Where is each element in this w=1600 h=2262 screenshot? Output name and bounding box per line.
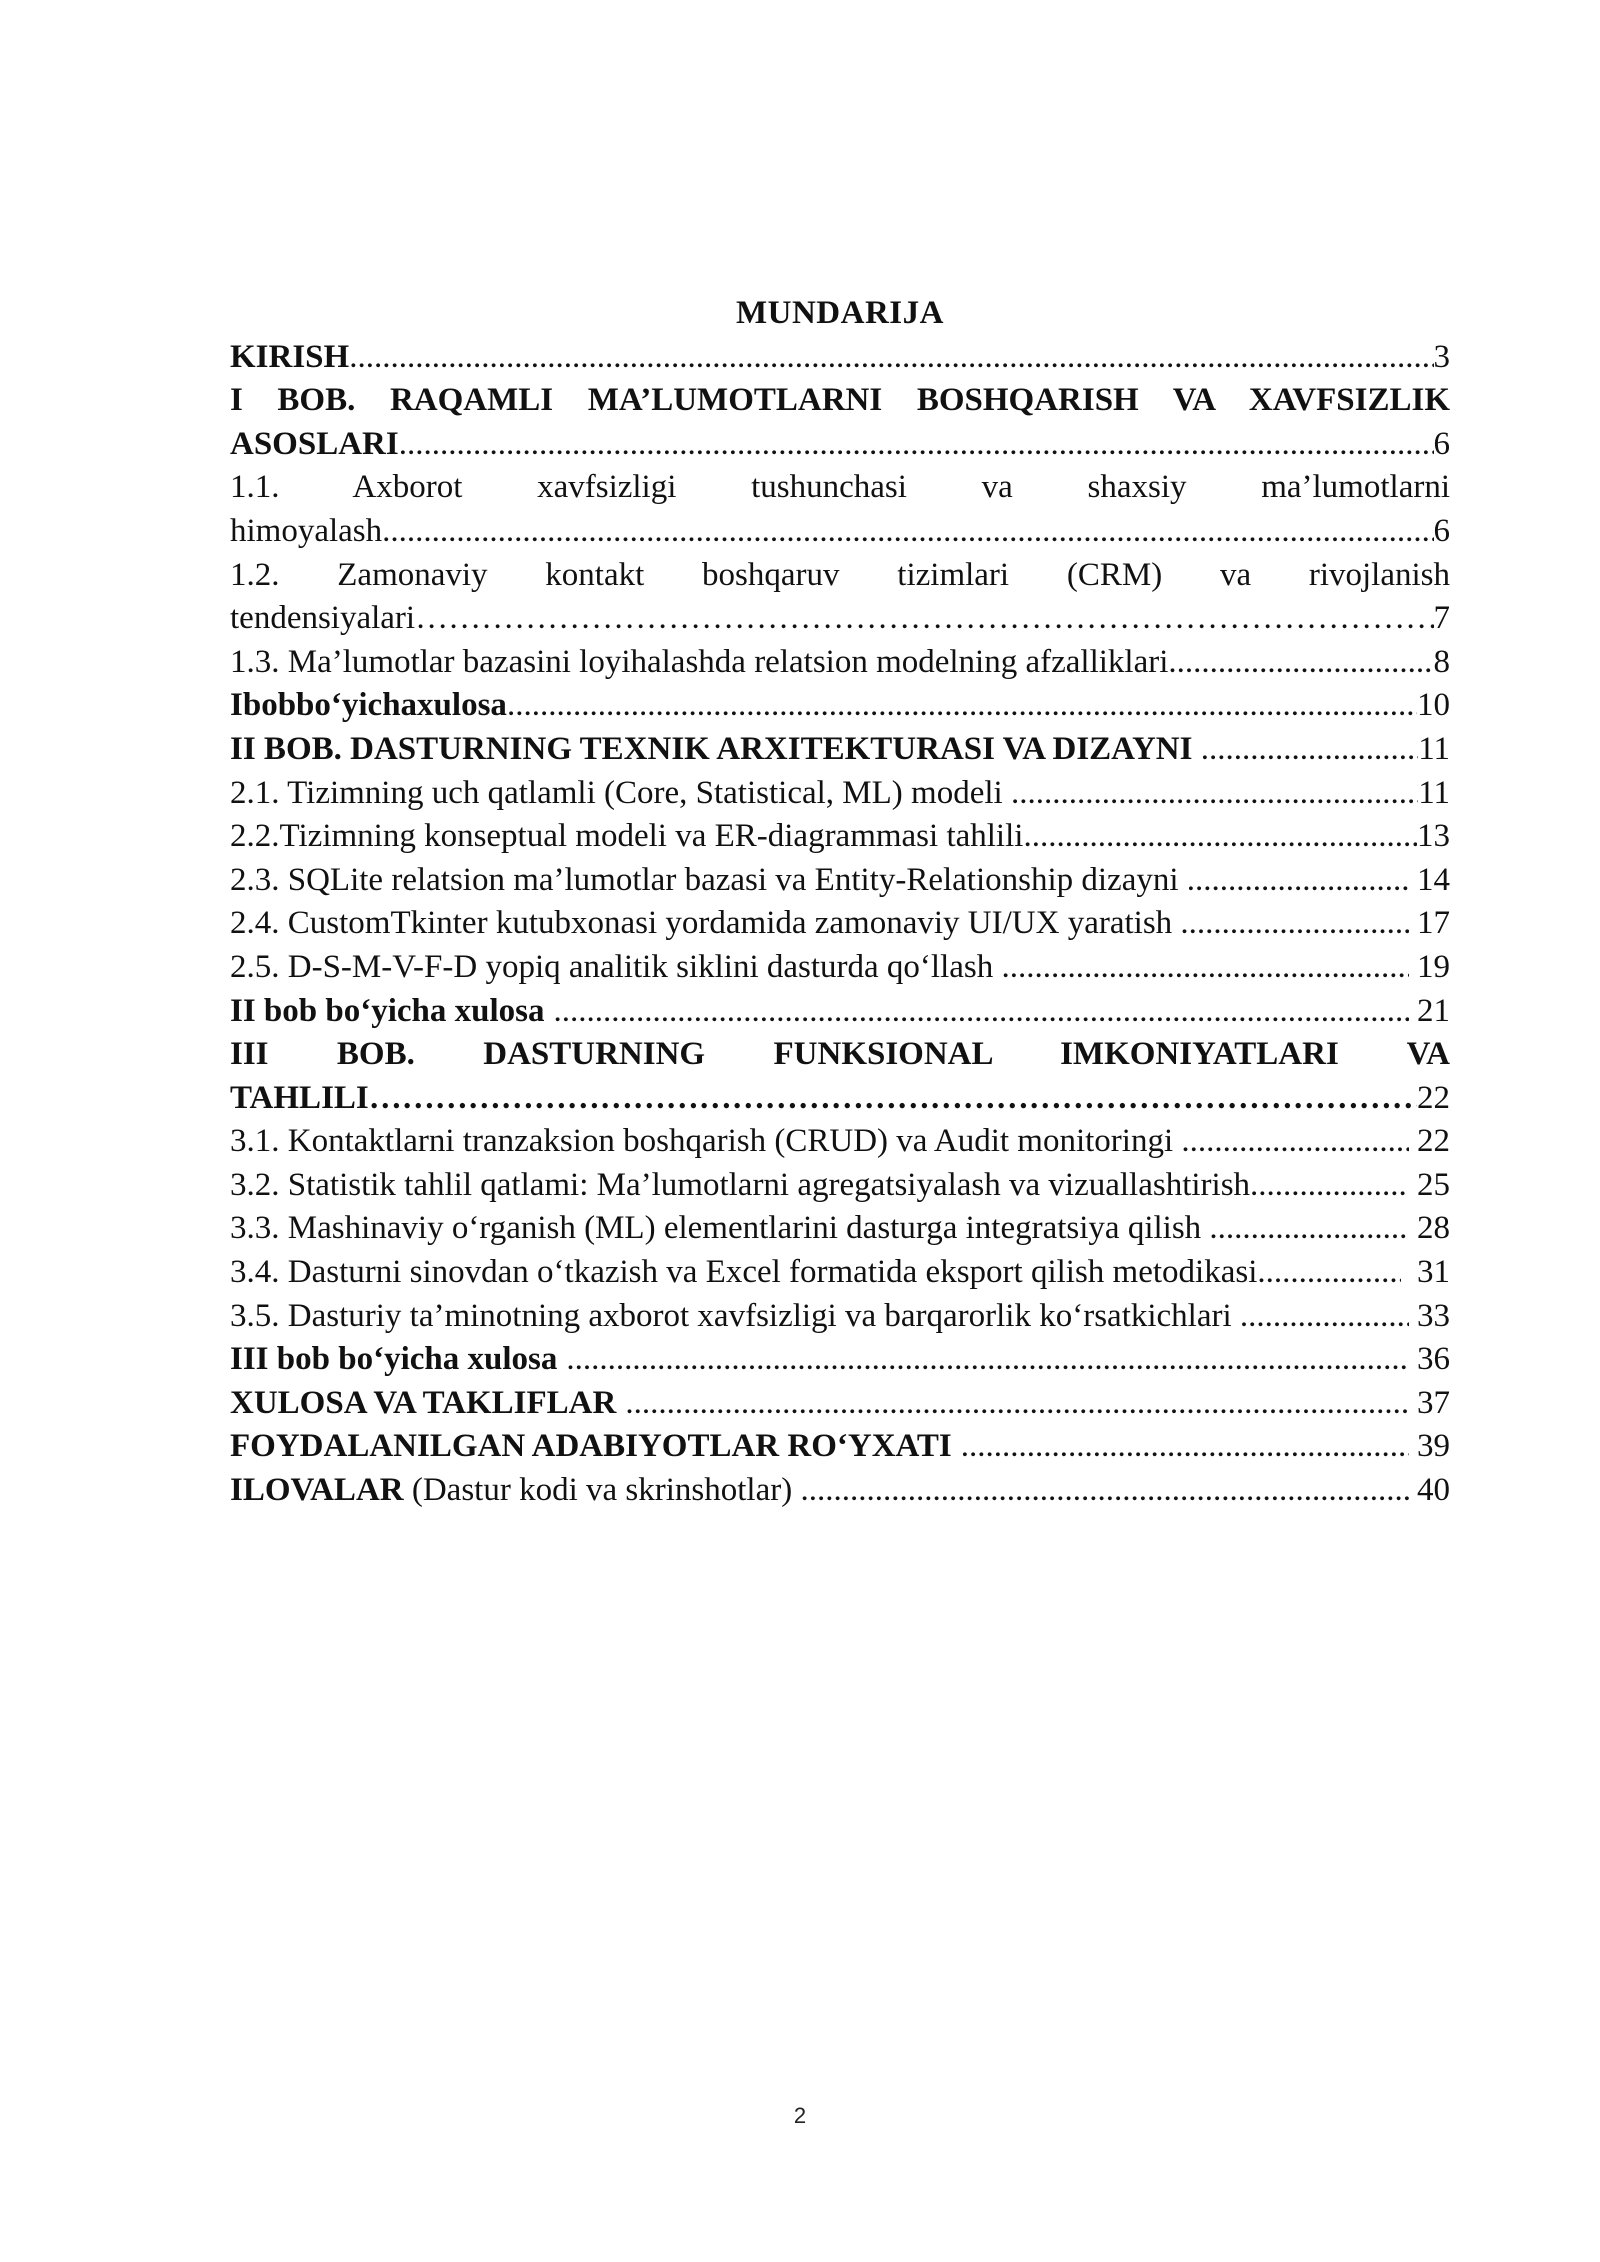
toc-leader-dots xyxy=(1001,946,1408,990)
toc-page-number: 17 xyxy=(1408,905,1450,942)
toc-page-number: 13 xyxy=(1417,818,1450,855)
toc-entry-label: ASOSLARI xyxy=(230,425,399,462)
toc-title: MUNDARIJA xyxy=(736,295,944,331)
toc-leader-dots xyxy=(1187,859,1409,903)
toc-entry-label: 3.3. Mashinaviy o‘rganish (ML) elementlarini dasturga integratsiya qilish xyxy=(230,1210,1210,1247)
toc-entry-1-2-line1[interactable]: 1.2. Zamonaviy kontakt boshqaruv tizimlari (CRM) va rivojlanish xyxy=(230,556,1450,593)
toc-page-number: 39 xyxy=(1408,1428,1450,1465)
toc-entry-label: 3.4. Dasturni sinovdan o‘tkazish va Excel formatida eksport qilish metodikasi xyxy=(230,1254,1258,1291)
toc-page-number: 3 xyxy=(1433,338,1450,375)
toc-leader-dots xyxy=(1011,772,1418,816)
toc-page-number: 11 xyxy=(1418,774,1450,811)
toc-entry-label: 2.2.Tizimning konseptual modeli va ER-diagrammasi tahlili xyxy=(230,818,1024,855)
toc-leader-dots xyxy=(1257,1251,1400,1295)
toc-page-number: 37 xyxy=(1408,1384,1450,1421)
toc-entry-label: 2.4. CustomTkinter kutubxonasi yordamida zamonaviy UI/UX yaratish xyxy=(230,905,1181,942)
toc-leader-dots xyxy=(415,597,1433,641)
toc-entry-3-1[interactable] xyxy=(230,1120,1450,1164)
toc-leader-dots xyxy=(1023,815,1417,859)
toc-entry-xulosa-2[interactable] xyxy=(230,990,1450,1034)
toc-leader-dots xyxy=(1201,728,1418,772)
toc-entry-1-2-line2[interactable] xyxy=(230,597,1450,641)
toc-entry-label: himoyalash xyxy=(230,512,383,549)
toc-leader-dots xyxy=(1250,1164,1409,1208)
toc-page-number: 19 xyxy=(1408,948,1450,985)
toc-entry-2-5[interactable] xyxy=(230,946,1450,990)
toc-entry-2-2[interactable] xyxy=(230,815,1450,859)
toc-entry-label: 2.1. Tizimning uch qatlamli (Core, Statistical, ML) modeli xyxy=(230,774,1011,811)
toc-entry-bob1-line2[interactable] xyxy=(230,423,1450,467)
toc-leader-dots xyxy=(1181,1120,1408,1164)
toc-entry-xulosa-1[interactable] xyxy=(230,684,1450,728)
toc-page-number: 36 xyxy=(1408,1341,1450,1378)
toc-entry-kirish[interactable] xyxy=(230,336,1450,380)
toc-entry-label: 3.5. Dasturiy ta’minotning axborot xavfsizligi va barqarorlik ko‘rsatkichlari xyxy=(230,1297,1240,1334)
toc-leader-dots xyxy=(1240,1295,1409,1339)
toc-leader-dots xyxy=(369,1077,1417,1121)
toc-entry-adabiyotlar[interactable] xyxy=(230,1425,1450,1469)
toc-leader-dots xyxy=(952,1425,1409,1469)
toc-entry-label: XULOSA VA TAKLIFLAR xyxy=(230,1384,617,1421)
toc-leader-dots xyxy=(557,1338,1408,1382)
toc-entry-xulosa-va-takliflar[interactable] xyxy=(230,1382,1450,1426)
table-of-contents xyxy=(230,292,1450,1513)
toc-entry-label: KIRISH xyxy=(230,338,350,375)
toc-page-number: 25 xyxy=(1408,1166,1450,1203)
toc-entry-label: TAHLILI xyxy=(230,1079,369,1116)
toc-entry-label: 3.2. Statistik tahlil qatlami: Ma’lumotlarni agregatsiyalash va vizuallashtirish xyxy=(230,1166,1251,1203)
toc-entry-3-4[interactable] xyxy=(230,1251,1450,1295)
toc-page-number: 14 xyxy=(1408,861,1450,898)
toc-entry-label: 3.1. Kontaktlarni tranzaksion boshqarish (CRUD) va Audit monitoringi xyxy=(230,1123,1182,1160)
toc-page-number: 40 xyxy=(1408,1472,1450,1509)
toc-entry-bob3-line2[interactable] xyxy=(230,1077,1450,1121)
toc-entry-xulosa-3[interactable] xyxy=(230,1338,1450,1382)
toc-entry-bob3-line1[interactable]: III BOB. DASTURNING FUNKSIONAL IMKONIYATLARI VA xyxy=(230,1036,1450,1073)
toc-leader-dots xyxy=(399,423,1434,467)
toc-leader-dots xyxy=(1209,1207,1408,1251)
toc-page-number: 33 xyxy=(1408,1297,1450,1334)
toc-leader-dots xyxy=(382,510,1433,554)
toc-page-number: 22 xyxy=(1408,1123,1450,1160)
toc-entry-bob2[interactable] xyxy=(230,728,1450,772)
toc-page-number: 22 xyxy=(1417,1079,1450,1116)
toc-page-number: 8 xyxy=(1433,643,1450,680)
toc-page-number: 6 xyxy=(1433,512,1450,549)
toc-entry-label: II bob bo‘yicha xulosa xyxy=(230,992,545,1029)
toc-entry-label: 2.5. D-S-M-V-F-D yopiq analitik siklini dasturda qo‘llash xyxy=(230,948,1002,985)
toc-page-number: 10 xyxy=(1417,687,1450,724)
toc-entry-label: FOYDALANILGAN ADABIYOTLAR RO‘YXATI xyxy=(230,1428,952,1465)
toc-leader-dots xyxy=(1168,641,1433,685)
toc-leader-dots xyxy=(1180,902,1408,946)
toc-leader-dots xyxy=(349,336,1433,380)
toc-leader-dots xyxy=(800,1469,1408,1513)
toc-entry-label: III bob bo‘yicha xulosa xyxy=(230,1341,558,1378)
toc-entry-1-1-line2[interactable] xyxy=(230,510,1450,554)
toc-entry-note: (Dastur kodi va skrinshotlar) xyxy=(403,1472,801,1509)
toc-entry-label: 2.3. SQLite relatsion ma’lumotlar bazasi va Entity-Relationship dizayni xyxy=(230,861,1187,898)
toc-entry-3-5[interactable] xyxy=(230,1295,1450,1339)
toc-page-number: 31 xyxy=(1400,1254,1450,1291)
toc-page-number: 7 xyxy=(1433,600,1450,637)
toc-entry-label: II BOB. DASTURNING TEXNIK ARXITEKTURASI VA DIZAYNI xyxy=(230,730,1201,767)
toc-entry-label: ILOVALAR xyxy=(230,1472,404,1509)
toc-entry-2-3[interactable] xyxy=(230,859,1450,903)
toc-page-number: 21 xyxy=(1408,992,1450,1029)
toc-entry-label: Ibobbo‘yichaxulosa xyxy=(230,687,507,724)
toc-page-number: 28 xyxy=(1408,1210,1450,1247)
toc-entry-2-4[interactable] xyxy=(230,902,1450,946)
toc-leader-dots xyxy=(507,684,1417,728)
toc-entry-label: tendensiyalari xyxy=(230,600,416,637)
toc-page-number: 6 xyxy=(1433,425,1450,462)
toc-page-number: 11 xyxy=(1418,730,1450,767)
toc-entry-3-2[interactable] xyxy=(230,1164,1450,1208)
toc-entry-1-1-line1[interactable]: 1.1. Axborot xavfsizligi tushunchasi va shaxsiy ma’lumotlarni xyxy=(230,469,1450,506)
toc-entry-1-3[interactable] xyxy=(230,641,1450,685)
toc-entry-label: 1.3. Ma’lumotlar bazasini loyihalashda relatsion modelning afzalliklari xyxy=(230,643,1169,680)
toc-leader-dots xyxy=(545,990,1409,1034)
toc-entry-3-3[interactable] xyxy=(230,1207,1450,1251)
toc-entry-2-1[interactable] xyxy=(230,772,1450,816)
page-number: 2 xyxy=(793,2103,807,2128)
toc-entry-ilovalar[interactable] xyxy=(230,1469,1450,1513)
toc-leader-dots xyxy=(616,1382,1408,1426)
toc-entry-bob1-line1[interactable]: I BOB. RAQAMLI MA’LUMOTLARNI BOSHQARISH VA XAVFSIZLIK xyxy=(230,382,1450,419)
